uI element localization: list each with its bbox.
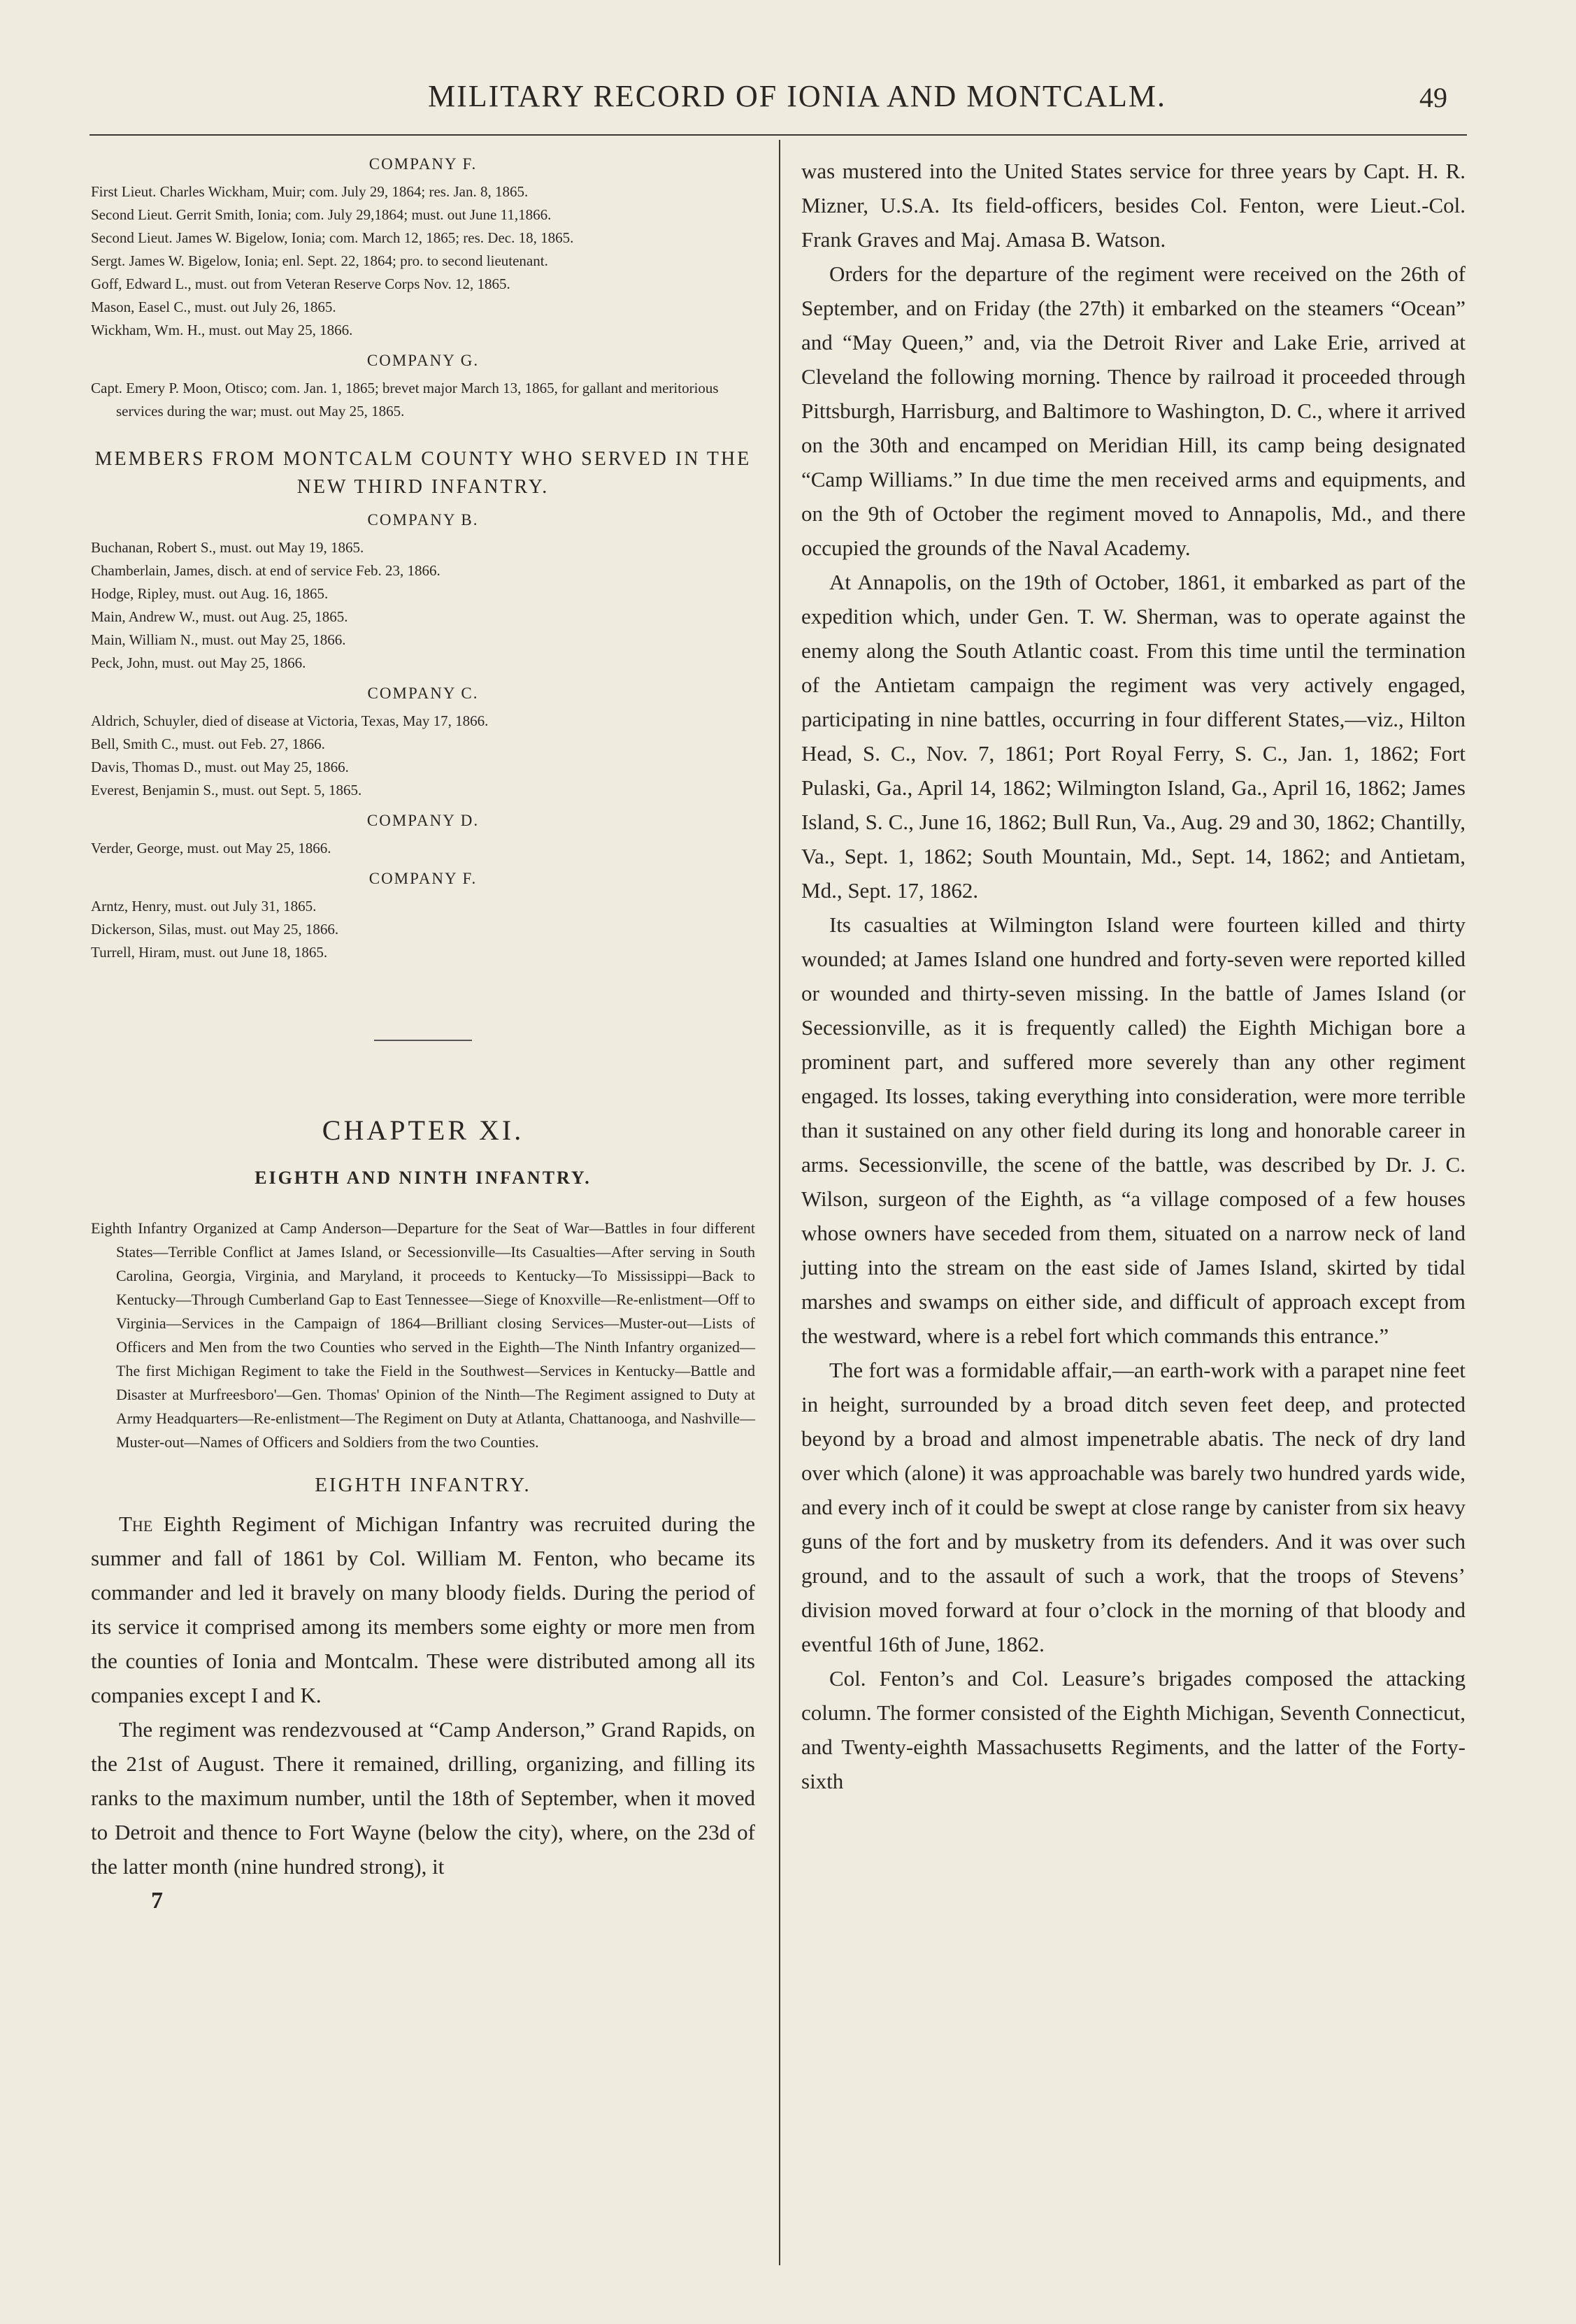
column-divider xyxy=(779,140,780,2265)
roster-entry: First Lieut. Charles Wickham, Muir; com. July 29, 1864; res. Jan. 8, 1865. xyxy=(91,183,529,200)
roster-company-b xyxy=(91,536,755,675)
roster-entry: Dickerson, Silas, must. out May 25, 1866. xyxy=(91,921,339,938)
section-title: MEMBERS FROM MONTCALM COUNTY WHO SERVED IN THE NEW THIRD INFANTRY. xyxy=(94,448,752,498)
roster-entry: Second Lieut. James W. Bigelow, Ionia; com. March 12, 1865; res. Dec. 18, 1865. xyxy=(91,229,574,246)
chapter-subtitle: EIGHTH AND NINTH INFANTRY. xyxy=(255,1168,592,1188)
roster-entry: Everest, Benjamin S., must. out Sept. 5, 1865. xyxy=(91,782,362,798)
chapter-synopsis: Eighth Infantry Organized at Camp Anderson—Departure for the Seat of War—Battles in four different States—Terrible Conflict at James Island, or Secessionville—Its Casualties—After serving in South Carolina, Georgia, Virginia, and Maryland, it proceeds to Kentucky—To Mississippi—Back to Kentucky—Through Cumberland Gap to East Tennessee—Siege of Knoxville—Re-enlistment—Off to Virginia—Services in the Campaign of 1864—Brilliant closing Services—Muster-out—Lists of Officers and Men from the two Counties who served in the Eighth—The Ninth Infantry organized—The first Michigan Regiment to take the Field in the Southwest—Services in Kentucky—Battle and Disaster at Murfreesboro'—Gen. Thomas' Opinion of the Ninth—The Regiment assigned to Duty at Army Headquarters—Re-enlistment—The Regiment on Duty at Atlanta, Chattanooga, and Nashville—Muster-out—Names of Officers and Soldiers from the two Counties. xyxy=(91,1219,755,1451)
roster-entry: Goff, Edward L., must. out from Veteran Reserve Corps Nov. 12, 1865. xyxy=(91,275,510,292)
roster-company-c xyxy=(91,710,755,802)
company-heading: COMPANY G. xyxy=(366,352,480,369)
roster-entry: Chamberlain, James, disch. at end of service Feb. 23, 1866. xyxy=(91,562,440,579)
section-heading: EIGHTH INFANTRY. xyxy=(315,1474,531,1496)
roster-entry: Verder, George, must. out May 25, 1866. xyxy=(91,840,331,856)
roster-company-d xyxy=(91,837,755,860)
header-rule xyxy=(89,134,1467,136)
roster-entry: Main, Andrew W., must. out Aug. 25, 1865. xyxy=(91,608,348,625)
roster-entry: Bell, Smith C., must. out Feb. 27, 1866. xyxy=(91,736,325,752)
roster-entry: Arntz, Henry, must. out July 31, 1865. xyxy=(91,898,317,914)
company-heading: COMPANY C. xyxy=(367,684,479,702)
left-column xyxy=(91,145,755,1914)
roster-entry: Davis, Thomas D., must. out May 25, 1866. xyxy=(91,759,349,775)
body-paragraph: The regiment was rendezvoused at “Camp Anderson,” Grand Rapids, on the 21st of August. There it remained, drilling, organizing, and filling its ranks to the maximum number, until the 18th of September, when it moved to Detroit and thence to Fort Wayne (below the city), where, on the 23d of the latter month (nine hundred strong), it xyxy=(91,1717,755,1879)
chapter-title: CHAPTER XI. xyxy=(322,1114,524,1146)
roster-company-f-montcalm xyxy=(91,895,755,964)
body-paragraph: At Annapolis, on the 19th of October, 1861, it embarked as part of the expedition which, under Gen. T. W. Sherman, was to operate against the enemy along the South Atlantic coast. From this time until the termination of the Antietam campaign the regiment was very actively engaged, participating in nine battles, occurring in four different States,—viz., Hilton Head, S. C., Nov. 7, 1861; Port Royal Ferry, S. C., Jan. 1, 1862; Fort Pulaski, Ga., April 14, 1862; Wilmington Island, Ga., April 16, 1862; James Island, S. C., June 16, 1862; Bull Run, Va., Aug. 29 and 30, 1862; Chantilly, Va., Sept. 1, 1862; South Mountain, Md., Sept. 14, 1862; and Antietam, Md., Sept. 17, 1862. xyxy=(801,570,1466,903)
roster-entry: Buchanan, Robert S., must. out May 19, 1865. xyxy=(91,539,364,556)
page-number: 49 xyxy=(1419,82,1447,113)
body-paragraph: The fort was a formidable affair,—an earth-work with a parapet nine feet in height, surrounded by a broad ditch seven feet deep, and protected beyond by a broad and almost impenetrable abatis. The neck of dry land over which (alone) it was approachable was barely two hundred yards wide, and every inch of it could be swept at close range by canister from six heavy guns of the fort and by musketry from its defenders. And it was over such ground, and to the assault of such a work, that the troops of Stevens’ division moved forward at four o’clock in the morning of that bloody and eventful 16th of June, 1862. xyxy=(801,1358,1466,1656)
paragraph-text: Eighth Regiment of Michigan Infantry was recruited during the summer and fall of 1861 by Col. William M. Fenton, who became its commander and led it bravely on many bloody fields. During the period of its service it comprised among its members some eighty or more men from the counties of Ionia and Montcalm. These were distributed among all its companies except I and K. xyxy=(91,1512,756,1707)
signature-mark: 7 xyxy=(151,1888,163,1914)
roster-entry: Mason, Easel C., must. out July 26, 1865. xyxy=(91,299,336,315)
body-paragraph: Col. Fenton’s and Col. Leasure’s brigades composed the attacking column. The former consisted of the Eighth Michigan, Seventh Connecticut, and Twenty-eighth Massachusetts Regiments, and the latter of the Forty-sixth xyxy=(801,1666,1466,1793)
right-column xyxy=(801,154,1466,1798)
roster-entry: Capt. Emery P. Moon, Otisco; com. Jan. 1, 1865; brevet major March 13, 1865, for gallant and meritorious services during the war; must. out May 25, 1865. xyxy=(91,380,719,419)
roster-entry: Second Lieut. Gerrit Smith, Ionia; com. July 29,1864; must. out June 11,1866. xyxy=(91,206,552,223)
company-heading: COMPANY F. xyxy=(368,870,478,887)
body-paragraph: Its casualties at Wilmington Island were fourteen killed and thirty wounded; at James Island one hundred and forty-seven were reported killed or wounded and thirty-seven missing. In the battle of James Island (or Secessionville, as it is frequently called) the Eighth Michigan bore a prominent part, and suffered more severely than any other regiment engaged. Its losses, taking everything into consideration, were more terrible than it sustained on any other field during its long and honorable career in arms. Secessionville, the scene of the battle, was described by Dr. J. C. Wilson, surgeon of the Eighth, as “a village composed of a few houses whose owners have seceded from them, situated on a narrow neck of land jutting into the stream on the east side of James Island, skirted by tidal marshes and swamps on either side, and difficult of approach except from the westward, where is a rebel fort which commands this entrance.” xyxy=(801,912,1466,1348)
roster-entry: Turrell, Hiram, must. out June 18, 1865. xyxy=(91,944,328,961)
roster-entry: Hodge, Ripley, must. out Aug. 16, 1865. xyxy=(91,585,329,602)
roster-entry: Sergt. James W. Bigelow, Ionia; enl. Sept. 22, 1864; pro. to second lieutenant. xyxy=(91,252,548,269)
roster-entry: Main, William N., must. out May 25, 1866. xyxy=(91,631,346,648)
lead-word: The xyxy=(119,1512,153,1536)
section-divider xyxy=(374,1040,472,1041)
body-paragraph xyxy=(91,1507,755,1712)
roster-entry: Peck, John, must. out May 25, 1866. xyxy=(91,654,306,671)
roster-entry: Wickham, Wm. H., must. out May 25, 1866. xyxy=(91,322,353,338)
roster-company-g xyxy=(91,377,755,423)
body-paragraph: Orders for the departure of the regiment were received on the 26th of September, and on Friday (the 27th) it embarked on the steamers “Ocean” and “May Queen,” and, via the Detroit River and Lake Erie, arrived at Cleveland the following morning. Thence by railroad it proceeded through Pittsburgh, Harrisburg, and Baltimore to Washington, D. C., where it arrived on the 30th and encamped on Meridian Hill, its camp being designated “Camp Williams.” In due time the men received arms and equipments, and on the 9th of October the regiment moved to Annapolis, Md., and there occupied the grounds of the Naval Academy. xyxy=(801,261,1466,560)
company-heading: COMPANY B. xyxy=(367,511,479,529)
company-heading: COMPANY F. xyxy=(368,155,478,173)
roster-company-f xyxy=(91,180,755,342)
running-title: MILITARY RECORD OF IONIA AND MONTCALM. xyxy=(428,79,1166,113)
roster-entry: Aldrich, Schuyler, died of disease at Victoria, Texas, May 17, 1866. xyxy=(91,712,489,729)
body-paragraph: was mustered into the United States service for three years by Capt. H. R. Mizner, U.S.A. Its field-officers, besides Col. Fenton, were Lieut.-Col. Frank Graves and Maj. Amasa B. Watson. xyxy=(801,159,1466,252)
company-heading: COMPANY D. xyxy=(366,812,480,829)
